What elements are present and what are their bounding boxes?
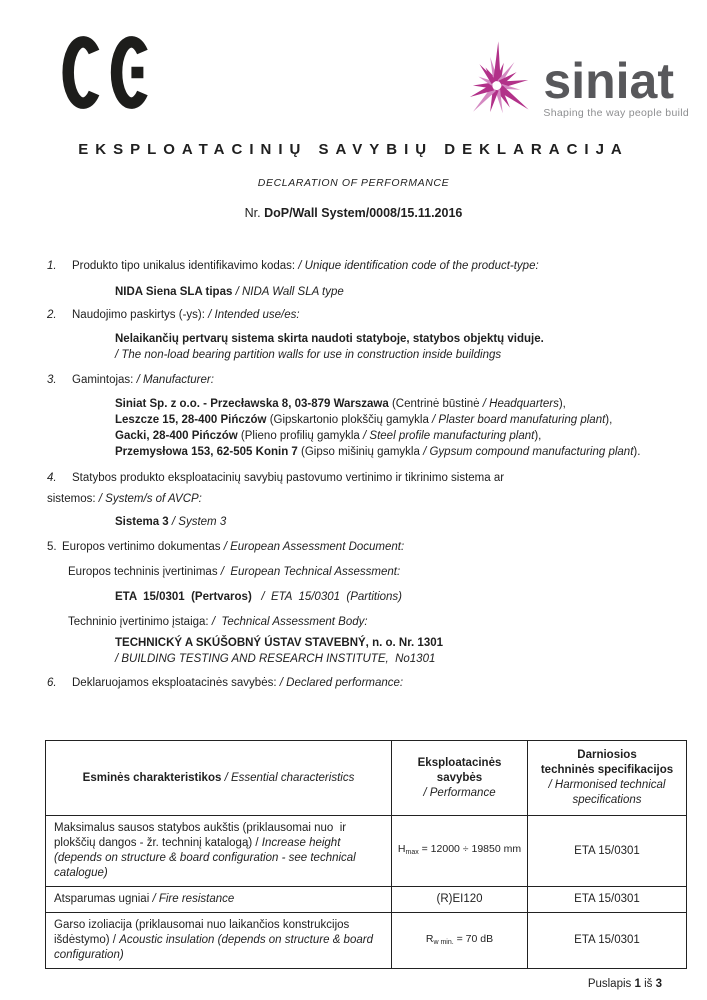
- item-1: [47, 258, 662, 274]
- manufacturer-line-plain: (Plieno profilių gamykla: [240, 430, 364, 442]
- document-number: [0, 205, 707, 221]
- item-5-lead-lt: Europos vertinimo dokumentas: [62, 541, 224, 553]
- item-6-number: 6.: [47, 677, 57, 689]
- manufacturer-line-tail: ),: [534, 430, 542, 442]
- header-harmonised-specifications: [528, 741, 687, 816]
- assessment-body-lt: Techninio įvertinimo įstaiga:: [68, 616, 212, 628]
- manufacturer-line-italic: / Headquarters: [482, 398, 559, 410]
- item-1-lead-lt: Produkto tipo unikalus identifikavimo kodas:: [72, 260, 299, 272]
- manufacturer-line-tail: ),: [605, 414, 613, 426]
- item-4-value: [115, 514, 662, 530]
- cell-characteristic: [46, 913, 392, 969]
- item-5-lead-en: / European Assessment Document:: [223, 541, 405, 553]
- cell-characteristic: [46, 887, 392, 913]
- item-1-lead-en: / Unique identification code of the product-type:: [298, 260, 539, 272]
- item-2-value-en: / The non-load bearing partition walls for use in construction inside buildings: [115, 349, 502, 361]
- item-4-value-en: / System 3: [171, 516, 227, 528]
- table-row-max-height: [46, 816, 687, 887]
- item-1-lead: [72, 258, 662, 274]
- header-c2-en: / Performance: [423, 786, 496, 799]
- item-6-lead: [72, 675, 662, 691]
- performance-subscript: max: [405, 849, 419, 856]
- item-4-cont-en: / System/s of AVCP:: [98, 493, 202, 505]
- cell-characteristic-lt: Maksimalus sausos statybos aukštis (priklausomai nuo ir plokščių dangos - žr. techninį katalogą) /: [54, 822, 350, 849]
- item-4-value-lt: Sistema 3: [115, 516, 172, 528]
- item-3: [47, 372, 662, 388]
- header-c3-lt2: techninės specifikacijos: [540, 764, 674, 776]
- manufacturer-line: [115, 412, 662, 428]
- item-4-number: 4.: [47, 472, 57, 484]
- item-1-number: 1.: [47, 260, 57, 272]
- assessment-body-line: [68, 614, 662, 630]
- eta-reference-lt: ETA 15/0301 (Pertvaros): [115, 591, 252, 603]
- table-header-row: [46, 741, 687, 816]
- eta-reference-en: / ETA 15/0301 (Partitions): [251, 591, 402, 603]
- header-essential-characteristics: [46, 741, 392, 816]
- manufacturer-line-tail: ).: [633, 446, 641, 458]
- header-c1-lt: Esminės charakteristikos: [82, 772, 225, 784]
- manufacturer-line-italic: / Steel profile manufacturing plant: [363, 430, 535, 442]
- item-5-lead: [62, 539, 662, 555]
- item-4: [47, 470, 662, 486]
- page-subtitle: DECLARATION OF PERFORMANCE: [257, 177, 450, 189]
- technical-assessment-lt: Europos techninis įvertinimas: [68, 566, 221, 578]
- item-6-lead-lt: Deklaruojamos eksploatacinės savybės:: [72, 677, 280, 689]
- assessment-body-en: / Technical Assessment Body:: [211, 616, 368, 628]
- cell-characteristic-en: Acoustic insulation (depends on structure & board configuration): [54, 934, 373, 961]
- manufacturer-line-italic: / Gypsum compound manufacturing plant: [423, 446, 634, 458]
- assessment-institute-en: / BUILDING TESTING AND RESEARCH INSTITUTE, No1301: [115, 653, 436, 665]
- manufacturer-address-list: [115, 396, 662, 460]
- header-c3-en1: / Harmonised technical: [548, 779, 666, 791]
- performance-symbol: R: [425, 932, 434, 945]
- performance-subscript: w min.: [433, 938, 454, 946]
- cell-characteristic-en: Increase height (depends on structure & board configuration - see technical catalogue): [54, 837, 356, 879]
- manufacturer-line-plain: (Centrinė būstinė: [391, 398, 483, 410]
- item-3-lead-lt: Gamintojas:: [72, 374, 137, 386]
- performance-symbol: H: [397, 843, 406, 855]
- item-2-lead: [72, 307, 662, 323]
- item-3-number: 3.: [47, 374, 57, 386]
- table-row-acoustic-insulation: [46, 913, 687, 969]
- item-1-value: [115, 284, 662, 300]
- manufacturer-line-bold: Przemysłowa 153, 62-505 Konin 7: [115, 446, 302, 458]
- header-c2-lt: Eksploatacinės savybės: [417, 756, 502, 784]
- page-header: [0, 0, 707, 128]
- performance-value: = 12000 ÷ 19850 mm: [418, 843, 522, 855]
- document-number-prefix: Nr.: [244, 206, 265, 220]
- performance-table: [45, 740, 687, 969]
- document-body: [0, 258, 707, 969]
- manufacturer-line-plain: (Gipskartonio plokščių gamykla: [269, 414, 433, 426]
- technical-assessment-line: [68, 564, 662, 580]
- item-2-value-lt: Nelaikančių pertvarų sistema skirta naudoti statyboje, statybos objektų viduje.: [115, 333, 544, 345]
- item-5: [47, 539, 662, 555]
- technical-assessment-en: / European Technical Assessment:: [220, 566, 401, 578]
- manufacturer-line-bold: Gacki, 28-400 Pińczów: [115, 430, 241, 442]
- item-1-value-lt: NIDA Siena SLA tipas: [115, 286, 236, 298]
- page-number-prefix: Puslapis: [587, 978, 635, 990]
- item-2-lead-lt: Naudojimo paskirtys (-ys):: [72, 309, 209, 321]
- cell-performance: [392, 913, 528, 969]
- page-number-separator: iš: [640, 978, 656, 990]
- cell-performance: [392, 816, 528, 887]
- assessment-institute-lt: TECHNICKÝ A SKÚŠOBNÝ ÚSTAV STAVEBNÝ, n. o. Nr. 1301: [115, 637, 444, 649]
- page-number: [0, 976, 707, 992]
- manufacturer-line: [115, 444, 662, 460]
- page-number-current: 1: [634, 978, 641, 990]
- cell-specification: ETA 15/0301: [528, 887, 687, 913]
- item-2-lead-en: / Intended use/es:: [208, 309, 300, 321]
- cell-performance: (R)EI120: [392, 887, 528, 913]
- item-4-lead: Statybos produkto eksploatacinių savybių pastovumo vertinimo ir tikrinimo sistema ar: [72, 472, 505, 484]
- cell-specification: ETA 15/0301: [528, 913, 687, 969]
- item-2-number: 2.: [47, 309, 57, 321]
- eta-reference-line: [115, 589, 662, 605]
- siniat-wordmark: siniat: [543, 53, 674, 109]
- assessment-institute: [115, 635, 662, 667]
- header-c1-en: / Essential characteristics: [224, 772, 355, 784]
- cell-specification: ETA 15/0301: [528, 816, 687, 887]
- starburst-icon: [449, 34, 541, 130]
- document-number-value: DoP/Wall System/0008/15.11.2016: [264, 206, 463, 220]
- cell-characteristic-lt: Atsparumas ugniai: [54, 893, 153, 905]
- item-6: [47, 675, 662, 691]
- manufacturer-line-plain: (Gipso mišinių gamykla: [301, 446, 424, 458]
- siniat-tagline: Shaping the way people build: [543, 107, 689, 119]
- page-number-total: 3: [655, 978, 662, 990]
- manufacturer-line-bold: Leszcze 15, 28-400 Pińczów: [115, 414, 270, 426]
- cell-characteristic-en: / Fire resistance: [152, 893, 235, 905]
- item-3-lead: [72, 372, 662, 388]
- item-6-lead-en: / Declared performance:: [279, 677, 404, 689]
- item-3-lead-en: / Manufacturer:: [136, 374, 214, 386]
- manufacturer-line-bold: Siniat Sp. z o.o. - Przecławska 8, 03-879 Warszawa: [115, 398, 392, 410]
- manufacturer-line-italic: / Plaster board manufaturing plant: [432, 414, 606, 426]
- manufacturer-line-tail: ),: [558, 398, 566, 410]
- item-5-number: 5.: [47, 541, 57, 553]
- item-4-continuation: [47, 491, 662, 507]
- cell-characteristic-lt: Garso izoliacija (priklausomai nuo laikančios konstrukcijos išdėstymo) /: [54, 919, 350, 946]
- manufacturer-line: [115, 428, 662, 444]
- item-2: [47, 307, 662, 323]
- ce-mark-icon: [62, 34, 152, 111]
- item-2-value: [115, 331, 662, 363]
- header-c3-lt1: Darniosios: [577, 749, 637, 761]
- header-c3-en2: specifications: [572, 794, 642, 806]
- performance-value: = 70 dB: [453, 932, 494, 945]
- cell-characteristic: [46, 816, 392, 887]
- page-title: EKSPLOATACINIŲ SAVYBIŲ DEKLARACIJA: [78, 141, 629, 158]
- item-1-value-en: / NIDA Wall SLA type: [235, 286, 344, 298]
- table-row-fire-resistance: [46, 887, 687, 913]
- header-performance: [392, 741, 528, 816]
- manufacturer-line: [115, 396, 662, 412]
- siniat-logo: [449, 34, 689, 130]
- item-4-cont-lt: sistemos:: [47, 493, 99, 505]
